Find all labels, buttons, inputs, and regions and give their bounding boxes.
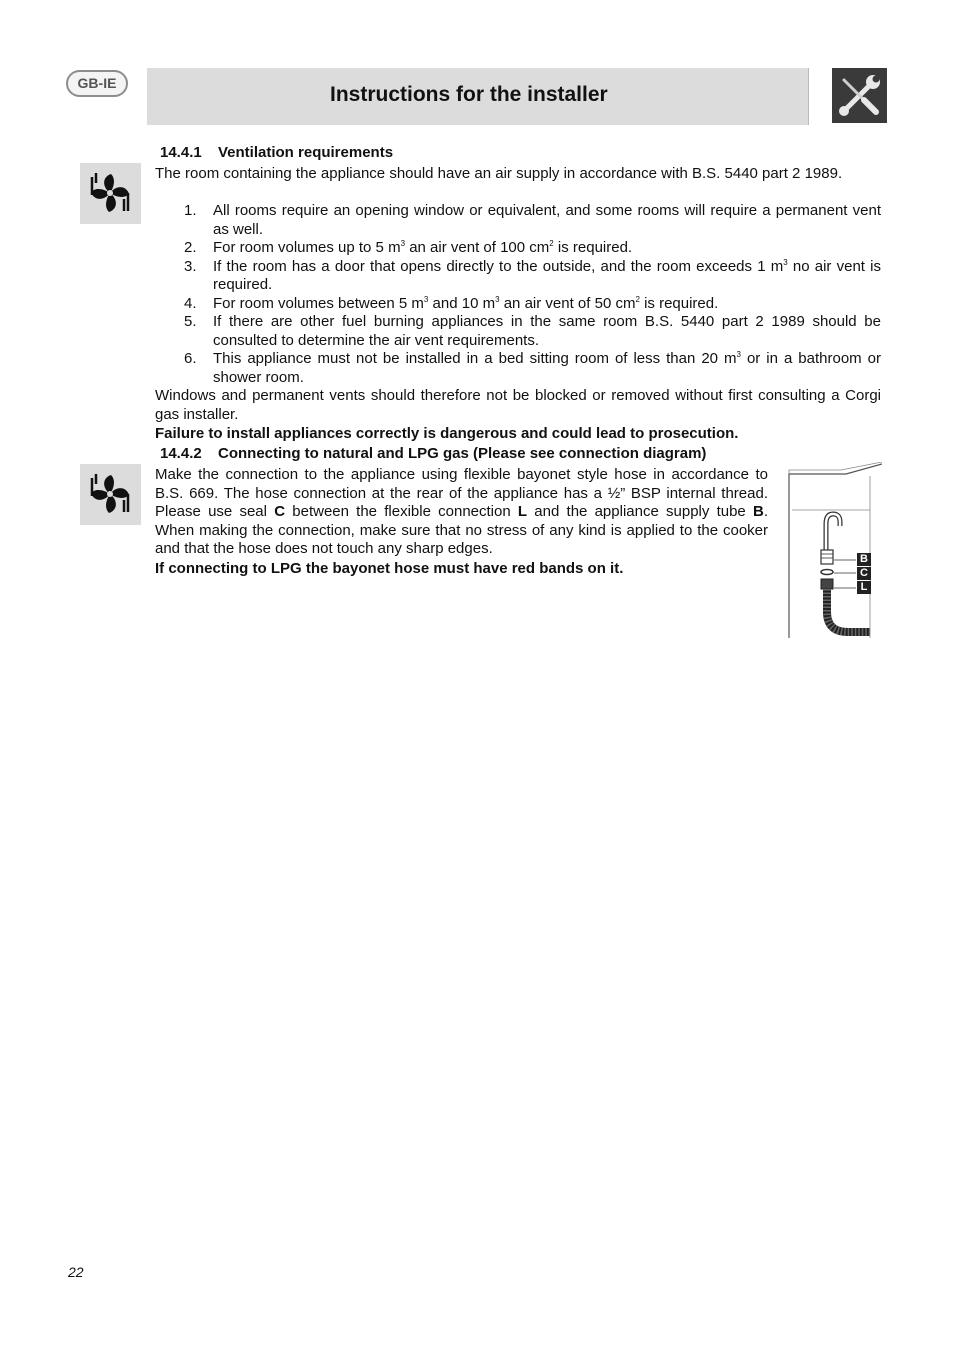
unit-exponent: 2 — [635, 294, 640, 304]
list-item-text: This appliance must not be installed in a bed sitting room of less than 20 m — [213, 350, 737, 367]
diagram-label-l: L — [860, 581, 868, 593]
section-number: 14.4.2 — [160, 445, 202, 462]
list-item-text: an air vent of 50 cm — [499, 294, 636, 312]
fan-icon — [80, 464, 141, 525]
list-item-text: is required. — [639, 294, 719, 312]
list-item-text: an air vent of 100 cm — [405, 239, 550, 256]
unit-exponent: 3 — [783, 257, 788, 267]
lpg-warning: If connecting to LPG the bayonet hose must have red bands on it. — [155, 560, 624, 577]
list-item-text: For room volumes up to 5 m — [213, 239, 401, 256]
unit-exponent: 2 — [549, 239, 554, 248]
list-item — [184, 258, 881, 295]
section-title: Connecting to natural and LPG gas (Please see connection diagram) — [218, 445, 707, 462]
list-item-number: 1. — [184, 202, 197, 219]
page-title: Instructions for the installer — [330, 83, 608, 106]
part-reference: C — [274, 503, 286, 520]
diagram-label-c: C — [860, 567, 868, 579]
section-heading-gas-connection — [160, 445, 706, 462]
list-item-number: 5. — [184, 313, 197, 330]
body-text: . When making the connection, make sure that no stress of any kind is applied to the cooker and that the hose does not touch any sharp edges. — [155, 503, 768, 557]
part-reference: L — [517, 503, 528, 520]
list-item-text: is required. — [553, 239, 633, 256]
diagram-label-b: B — [860, 553, 868, 565]
country-badge: GB-IE — [66, 70, 128, 97]
page-number: 22 — [68, 1264, 84, 1280]
prosecution-warning: Failure to install appliances correctly is dangerous and could lead to prosecution. — [155, 425, 739, 442]
list-item-number: 4. — [184, 294, 197, 312]
list-item-number: 2. — [184, 239, 197, 256]
section-number: 14.4.1 — [160, 144, 202, 161]
section-title: Ventilation requirements — [218, 144, 394, 161]
body-text: and the appliance supply tube — [527, 503, 753, 520]
list-item — [184, 313, 881, 350]
list-item-text: or in a bathroom or shower room. — [213, 350, 882, 386]
unit-exponent: 3 — [736, 350, 741, 359]
connection-diagram — [786, 462, 882, 640]
tools-icon — [832, 68, 887, 123]
list-item-text: For room volumes between 5 m — [213, 294, 424, 312]
list-item-text: All rooms require an opening window or equivalent, and some rooms will require a permanent vent as well. — [213, 202, 881, 238]
unit-exponent: 3 — [400, 239, 406, 248]
list-item-number: 6. — [184, 350, 197, 367]
unit-exponent: 3 — [495, 294, 500, 304]
list-item-text: If the room has a door that opens directly to the outside, and the room exceeds 1 m — [213, 257, 784, 275]
unit-exponent: 3 — [423, 294, 429, 304]
ventilation-requirements-list — [184, 202, 881, 387]
list-item — [184, 239, 881, 258]
list-item — [184, 202, 881, 239]
body-text: Make the connection to the appliance using flexible bayonet style hose in accordance to B.S. 669. The hose connection at the rear of the appliance has a ½” BSP internal thread. Please use seal — [155, 466, 768, 520]
list-item-number: 3. — [184, 257, 197, 275]
list-item — [184, 295, 881, 314]
ventilation-intro: The room containing the appliance should have an air supply in accordance with B.S. 5440 part 2 1989. — [155, 165, 843, 182]
ventilation-outro: Windows and permanent vents should therefore not be blocked or removed without first consulting a Corgi gas installer. — [155, 387, 881, 423]
list-item-text: and 10 m — [428, 294, 496, 312]
section-heading-ventilation — [160, 144, 393, 161]
list-item-text: no air vent is required. — [213, 257, 881, 293]
body-text: between the flexible connection — [285, 503, 518, 520]
gas-connection-body — [155, 466, 768, 559]
fan-icon — [80, 163, 141, 224]
list-item — [184, 350, 881, 387]
list-item-text: If there are other fuel burning appliances in the same room B.S. 5440 part 2 1989 should be consulted to determine the air vent requirements. — [213, 313, 881, 349]
part-reference: B — [752, 503, 764, 520]
